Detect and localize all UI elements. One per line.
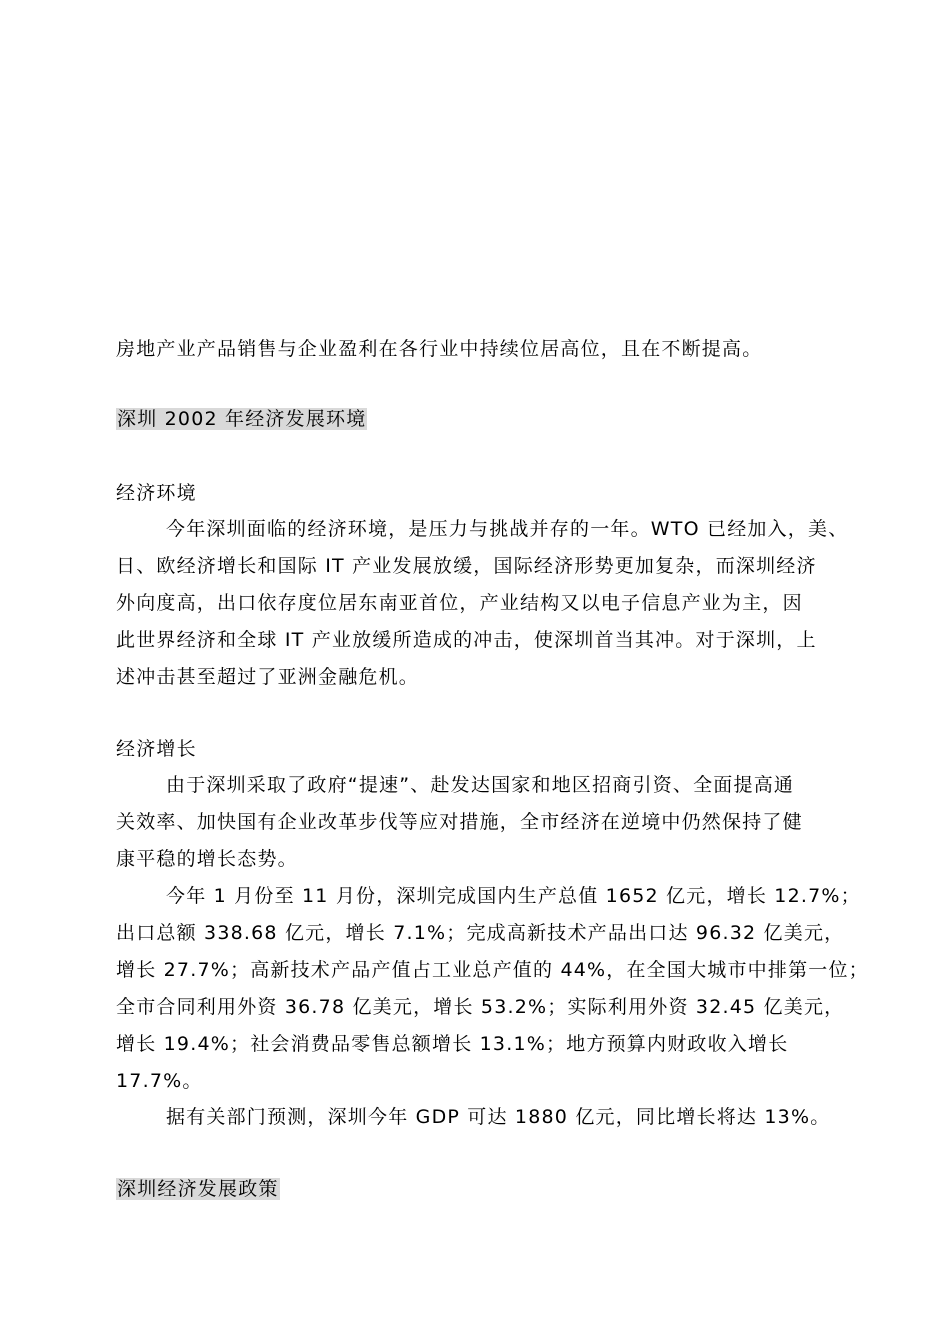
paragraph-line: 据有关部门预测，深圳今年 GDP 可达 1880 亿元，同比增长将达 13%。 [166,1106,831,1128]
subheading-economic-environment: 经济环境 [116,482,197,504]
paragraph-line: 外向度高，出口依存度位居东南亚首位，产业结构又以电子信息产业为主，因 [116,592,803,614]
subheading-economic-growth: 经济增长 [116,738,197,760]
paragraph-line: 出口总额 338.68 亿元，增长 7.1%；完成高新技术产品出口达 96.32 亿美元， [116,922,845,944]
paragraph-line: 增长 19.4%；社会消费品零售总额增长 13.1%；地方预算内财政收入增长 [116,1033,789,1055]
paragraph-line: 此世界经济和全球 IT 产业放缓所造成的冲击，使深圳首当其冲。对于深圳，上 [116,629,817,651]
paragraph-line: 17.7%。 [116,1070,203,1092]
section-heading-environment-2002 [116,408,367,430]
paragraph-line: 增长 27.7%；高新技术产品产值占工业总产值的 44%，在全国大城市中排第一位； [116,959,869,981]
paragraph-line: 今年 1 月份至 11 月份，深圳完成国内生产总值 1652 亿元，增长 12.7%； [166,885,861,907]
paragraph-line: 康平稳的增长态势。 [116,848,298,870]
section-heading-policy [116,1178,280,1200]
paragraph-line: 关效率、加快国有企业改革步伐等应对措施，全市经济在逆境中仍然保持了健 [116,811,803,833]
paragraph-line: 今年深圳面临的经济环境，是压力与挑战并存的一年。WTO 已经加入，美、 [166,518,849,540]
paragraph-line: 由于深圳采取了政府“提速”、赴发达国家和地区招商引资、全面提高通 [166,774,795,796]
section-heading-text: 深圳 2002 年经济发展环境 [117,408,367,430]
intro-paragraph: 房地产业产品销售与企业盈利在各行业中持续位居高位，且在不断提高。 [116,338,763,360]
paragraph-line: 述冲击甚至超过了亚洲金融危机。 [116,666,420,688]
paragraph-line: 全市合同利用外资 36.78 亿美元，增长 53.2%；实际利用外资 32.45 亿美元， [116,996,845,1018]
paragraph-line: 日、欧经济增长和国际 IT 产业发展放缓，国际经济形势更加复杂，而深圳经济 [116,555,817,577]
section-heading-text: 深圳经济发展政策 [117,1178,279,1200]
